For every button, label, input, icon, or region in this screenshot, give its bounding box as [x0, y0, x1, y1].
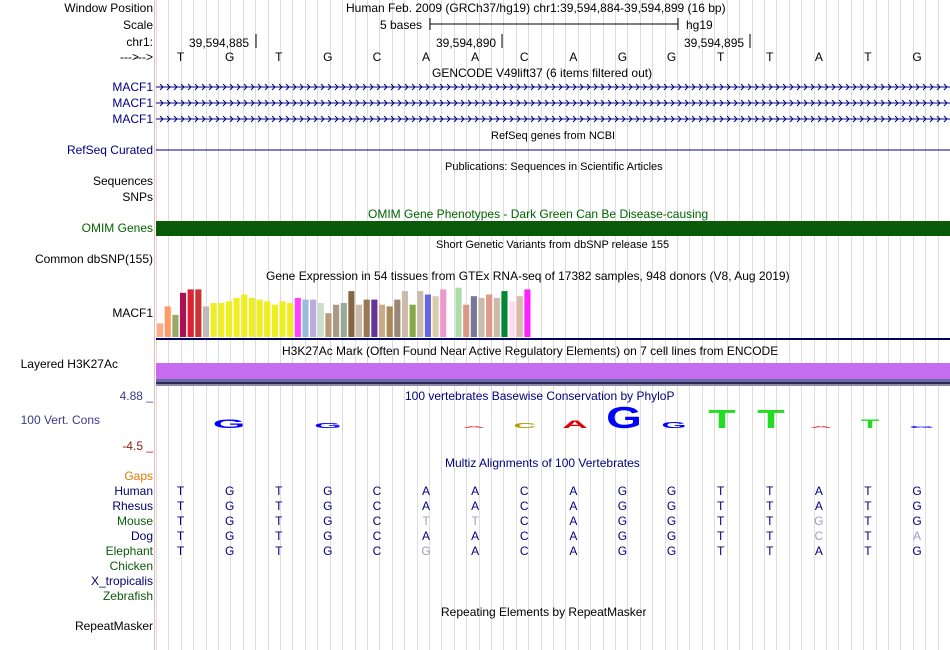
- gtex-tissue-bar: [387, 306, 393, 337]
- alignment-base-mouse: G: [666, 514, 677, 528]
- alignment-base-elephant: G: [421, 544, 431, 558]
- gtex-tissue-bar: [180, 293, 186, 337]
- label-species-xtropicalis[interactable]: X_tropicalis: [90, 574, 153, 588]
- alignment-base-elephant: G: [666, 544, 677, 558]
- gtex-tissue-bar: [302, 300, 308, 337]
- alignment-base-elephant: G: [912, 544, 922, 558]
- alignment-base-dog: T: [275, 529, 283, 543]
- reference-base: C: [372, 50, 382, 64]
- gtex-expression-bars[interactable]: [157, 288, 531, 337]
- reference-base: A: [471, 50, 480, 64]
- phylop-letter-g2: G: [314, 421, 342, 430]
- gtex-tissue-bar: [195, 289, 201, 337]
- alignment-base-human: G: [666, 484, 677, 498]
- gtex-tissue-bar: [272, 305, 278, 337]
- label-phylop-max: 4.88 _: [119, 389, 153, 403]
- alignment-base-rhesus: A: [569, 499, 578, 513]
- alignment-base-rhesus: A: [814, 499, 823, 513]
- alignment-base-rhesus: T: [766, 499, 774, 513]
- label-refseq-curated[interactable]: RefSeq Curated: [66, 143, 153, 157]
- gtex-tissue-bar: [333, 305, 339, 337]
- alignment-base-dog: T: [766, 529, 774, 543]
- alignment-base-elephant: C: [372, 544, 382, 558]
- gtex-tissue-bar: [241, 295, 247, 338]
- track-title-phylop[interactable]: 100 vertebrates Basewise Conservation by PhyloP: [405, 389, 675, 403]
- phylop-letter-t3: T: [860, 416, 880, 431]
- reference-base: T: [716, 50, 725, 64]
- alignment-base-rhesus: G: [224, 499, 235, 513]
- track-title-gencode[interactable]: GENCODE V49lift37 (6 items filtered out): [432, 66, 653, 80]
- alignment-base-rhesus: T: [275, 499, 283, 513]
- label-strand[interactable]: --->: [134, 50, 153, 64]
- phylop-letter-g1: G: [212, 417, 246, 431]
- alignment-base-rhesus: C: [519, 499, 529, 513]
- alignment-base-human: A: [814, 484, 823, 498]
- alignment-base-human: C: [372, 484, 382, 498]
- alignment-base-dog: T: [176, 529, 185, 543]
- gtex-tissue-bar: [203, 306, 209, 337]
- reference-base: A: [569, 50, 578, 64]
- label-species-dog[interactable]: Dog: [130, 529, 153, 543]
- gtex-tissue-bar: [218, 303, 224, 337]
- alignment-base-mouse: G: [323, 514, 333, 528]
- label-window-position[interactable]: Window Position: [64, 1, 153, 15]
- alignment-base-dog: G: [617, 529, 628, 543]
- reference-base: A: [814, 50, 823, 64]
- alignment-base-rhesus: C: [372, 499, 382, 513]
- strand-arrow: --->: [120, 50, 139, 64]
- alignment-base-elephant: C: [519, 544, 529, 558]
- gtex-tissue-bar: [440, 289, 446, 337]
- label-gaps[interactable]: Gaps: [124, 469, 153, 483]
- gtex-tissue-bar: [295, 298, 301, 337]
- track-title-repeatmasker[interactable]: Repeating Elements by RepeatMasker: [441, 605, 647, 619]
- alignment-base-elephant: G: [224, 544, 235, 558]
- label-species-rhesus[interactable]: Rhesus: [112, 499, 153, 513]
- alignment-base-dog: G: [666, 529, 677, 543]
- alignment-base-elephant: A: [814, 544, 823, 558]
- label-layered-h3k27ac[interactable]: Layered H3K27Ac: [20, 357, 118, 371]
- alignment-base-dog: A: [422, 529, 431, 543]
- alignment-base-human: T: [864, 484, 872, 498]
- gtex-tissue-bar: [379, 305, 385, 337]
- gtex-tissue-bar: [287, 303, 293, 337]
- label-100-vert-cons[interactable]: 100 Vert. Cons: [20, 413, 100, 427]
- gtex-tissue-bar: [364, 300, 370, 337]
- alignment-base-rhesus: T: [176, 499, 185, 513]
- gtex-tissue-bar: [501, 291, 507, 337]
- omim-phenotype-bar[interactable]: [156, 221, 950, 236]
- reference-base: C: [519, 50, 529, 64]
- label-scale[interactable]: Scale: [122, 18, 153, 32]
- gtex-tissue-bar: [234, 298, 240, 337]
- gtex-tissue-bar: [463, 305, 469, 337]
- reference-base: T: [766, 50, 774, 64]
- phylop-letter-a3: A: [809, 425, 833, 429]
- alignment-base-mouse: G: [617, 514, 628, 528]
- alignment-base-human: A: [569, 484, 578, 498]
- label-repeatmasker[interactable]: RepeatMasker: [74, 619, 153, 633]
- gtex-tissue-bar: [172, 315, 178, 337]
- alignment-base-mouse: T: [275, 514, 283, 528]
- scale-text: 5 bases: [380, 18, 423, 32]
- alignment-base-elephant: G: [323, 544, 333, 558]
- alignment-base-mouse: T: [471, 514, 479, 528]
- gtex-tissue-bar: [402, 291, 408, 337]
- ruler-tick-2: 39,594,890: [436, 36, 497, 50]
- reference-base: A: [422, 50, 431, 64]
- alignment-base-rhesus: A: [422, 499, 431, 513]
- track-title-gtex[interactable]: Gene Expression in 54 tissues from GTEx RNA-seq of 17382 samples, 948 donors (V8, Aug 2019): [266, 269, 790, 283]
- phylop-letter-t2: T: [757, 404, 785, 434]
- track-title-multiz[interactable]: Multiz Alignments of 100 Vertebrates: [445, 456, 640, 470]
- alignment-base-dog: A: [913, 529, 922, 543]
- alignment-base-human: T: [716, 484, 725, 498]
- label-phylop-min: -4.5 _: [122, 439, 153, 453]
- label-species-elephant[interactable]: Elephant: [105, 544, 153, 558]
- track-title-dbsnp[interactable]: Short Genetic Variants from dbSNP release 155: [436, 239, 670, 251]
- gtex-tissue-bar: [517, 296, 523, 337]
- track-title-omim[interactable]: OMIM Gene Phenotypes - Dark Green Can Be Disease-causing: [368, 207, 709, 221]
- label-common-dbsnp[interactable]: Common dbSNP(155): [34, 252, 153, 266]
- gtex-tissue-bar: [318, 303, 324, 337]
- track-title-h3k27ac[interactable]: H3K27Ac Mark (Often Found Near Active Regulatory Elements) on 7 cell lines from ENCODE: [282, 344, 779, 358]
- alignment-base-dog: C: [372, 529, 382, 543]
- label-species-human[interactable]: Human: [114, 484, 153, 498]
- gtex-tissue-bar: [394, 300, 400, 337]
- gtex-tissue-bar: [486, 295, 492, 338]
- phylop-conservation-letters[interactable]: [213, 401, 935, 435]
- label-species-zebrafish[interactable]: Zebrafish: [102, 589, 153, 603]
- alignment-base-human: C: [519, 484, 529, 498]
- alignment-base-elephant: A: [569, 544, 578, 558]
- gtex-tissue-bar: [249, 298, 255, 337]
- reference-base: T: [275, 50, 283, 64]
- gtex-tissue-bar: [188, 289, 194, 337]
- alignment-base-mouse: G: [814, 514, 824, 528]
- alignment-base-elephant: T: [176, 544, 185, 558]
- alignment-base-rhesus: G: [323, 499, 333, 513]
- label-snps[interactable]: SNPs: [122, 190, 153, 204]
- alignment-base-mouse: T: [766, 514, 774, 528]
- reference-base: T: [864, 50, 872, 64]
- track-title-refseq[interactable]: RefSeq genes from NCBI: [491, 130, 616, 142]
- gtex-tissue-bar: [256, 300, 262, 337]
- alignment-base-dog: G: [323, 529, 333, 543]
- gtex-tissue-bar: [433, 296, 439, 337]
- alignment-base-human: G: [224, 484, 235, 498]
- alignment-base-elephant: T: [766, 544, 774, 558]
- position-text: Human Feb. 2009 (GRCh37/hg19) chr1:39,594,884-39,594,899 (16 bp): [346, 1, 726, 15]
- alignment-base-mouse: C: [372, 514, 382, 528]
- alignment-base-rhesus: A: [471, 499, 480, 513]
- alignment-base-human: G: [912, 484, 922, 498]
- alignment-base-dog: T: [716, 529, 725, 543]
- gtex-tissue-bar: [410, 305, 416, 337]
- phylop-letter-c1: C: [513, 421, 537, 430]
- gtex-tissue-bar: [157, 323, 163, 337]
- ruler-tick-1: 39,594,885: [189, 36, 250, 50]
- alignment-base-human: A: [422, 484, 431, 498]
- gtex-tissue-bar: [325, 313, 331, 337]
- alignment-base-dog: A: [471, 529, 480, 543]
- alignment-base-human: A: [471, 484, 480, 498]
- phylop-letter-g4: G: [661, 420, 687, 430]
- alignment-base-human: G: [617, 484, 628, 498]
- label-species-mouse[interactable]: Mouse: [116, 514, 153, 528]
- gencode-transcripts[interactable]: [156, 84, 950, 122]
- gtex-tissue-bar: [417, 291, 423, 337]
- alignment-base-dog: C: [519, 529, 529, 543]
- alignment-base-dog: T: [864, 529, 872, 543]
- gtex-tissue-bar: [455, 288, 461, 337]
- alignment-base-rhesus: G: [912, 499, 922, 513]
- label-chrom[interactable]: chr1:: [126, 35, 153, 49]
- alignment-base-mouse: T: [864, 514, 872, 528]
- gtex-tissue-bar: [509, 301, 515, 337]
- alignment-base-elephant: T: [864, 544, 872, 558]
- label-macf1-transcript-3[interactable]: MACF1: [112, 112, 153, 126]
- reference-base: G: [617, 50, 628, 64]
- alignment-base-rhesus: T: [716, 499, 725, 513]
- reference-base: G: [912, 50, 922, 64]
- alignment-base-rhesus: G: [617, 499, 628, 513]
- gtex-tissue-bar: [471, 296, 477, 337]
- alignment-base-human: T: [176, 484, 185, 498]
- label-omim-genes[interactable]: OMIM Genes: [81, 221, 153, 235]
- alignment-base-human: T: [766, 484, 774, 498]
- gtex-tissue-bar: [226, 301, 232, 337]
- h3k27ac-signal[interactable]: [156, 363, 950, 386]
- alignment-base-elephant: T: [275, 544, 283, 558]
- reference-base: G: [666, 50, 677, 64]
- gtex-tissue-bar: [341, 303, 347, 337]
- gtex-tissue-bar: [524, 289, 530, 337]
- ruler-tick-3: 39,594,895: [684, 36, 745, 50]
- reference-base: G: [323, 50, 333, 64]
- alignment-base-dog: C: [814, 529, 824, 543]
- gtex-tissue-bar: [264, 301, 270, 337]
- alignment-base-dog: A: [569, 529, 578, 543]
- alignment-base-mouse: G: [912, 514, 922, 528]
- alignment-base-rhesus: T: [864, 499, 872, 513]
- label-sequences[interactable]: Sequences: [92, 174, 153, 188]
- phylop-letter-g5: G: [909, 425, 935, 429]
- alignment-base-human: G: [323, 484, 333, 498]
- alignment-base-mouse: T: [176, 514, 185, 528]
- gtex-tissue-bar: [356, 305, 362, 337]
- gtex-tissue-bar: [310, 300, 316, 337]
- gtex-tissue-bar: [165, 306, 171, 337]
- gtex-tissue-bar: [279, 301, 285, 337]
- scale-db: hg19: [686, 18, 713, 32]
- phylop-letter-g3: G: [606, 401, 642, 436]
- gtex-tissue-bar: [425, 295, 431, 338]
- scale-bar: [430, 18, 678, 30]
- gtex-tissue-bar: [211, 303, 217, 337]
- alignment-base-dog: G: [224, 529, 235, 543]
- gtex-tissue-bar: [478, 298, 484, 337]
- reference-base: T: [176, 50, 185, 64]
- label-macf1-transcript-2[interactable]: MACF1: [112, 96, 153, 110]
- gtex-tissue-bar: [348, 291, 354, 337]
- alignment-base-mouse: A: [569, 514, 578, 528]
- alignment-base-mouse: T: [716, 514, 725, 528]
- alignment-base-mouse: G: [224, 514, 235, 528]
- alignment-base-elephant: G: [617, 544, 628, 558]
- alignment-base-mouse: T: [422, 514, 430, 528]
- label-species-chicken[interactable]: Chicken: [109, 559, 153, 573]
- track-title-publications[interactable]: Publications: Sequences in Scientific Articles: [445, 161, 663, 173]
- gtex-tissue-bar: [494, 298, 500, 337]
- phylop-letter-a1: A: [462, 425, 486, 429]
- alignment-base-human: T: [275, 484, 283, 498]
- alignment-base-elephant: A: [471, 544, 480, 558]
- label-gtex-macf1[interactable]: MACF1: [112, 306, 153, 320]
- phylop-letter-t1: T: [708, 404, 736, 434]
- gtex-tissue-bar: [448, 313, 454, 337]
- label-macf1-transcript-1[interactable]: MACF1: [112, 80, 153, 94]
- reference-base: G: [224, 50, 235, 64]
- phylop-letter-a2: A: [562, 417, 588, 431]
- alignment-base-rhesus: G: [666, 499, 677, 513]
- alignment-base-mouse: C: [519, 514, 529, 528]
- gtex-tissue-bar: [371, 300, 377, 337]
- alignment-base-elephant: T: [716, 544, 725, 558]
